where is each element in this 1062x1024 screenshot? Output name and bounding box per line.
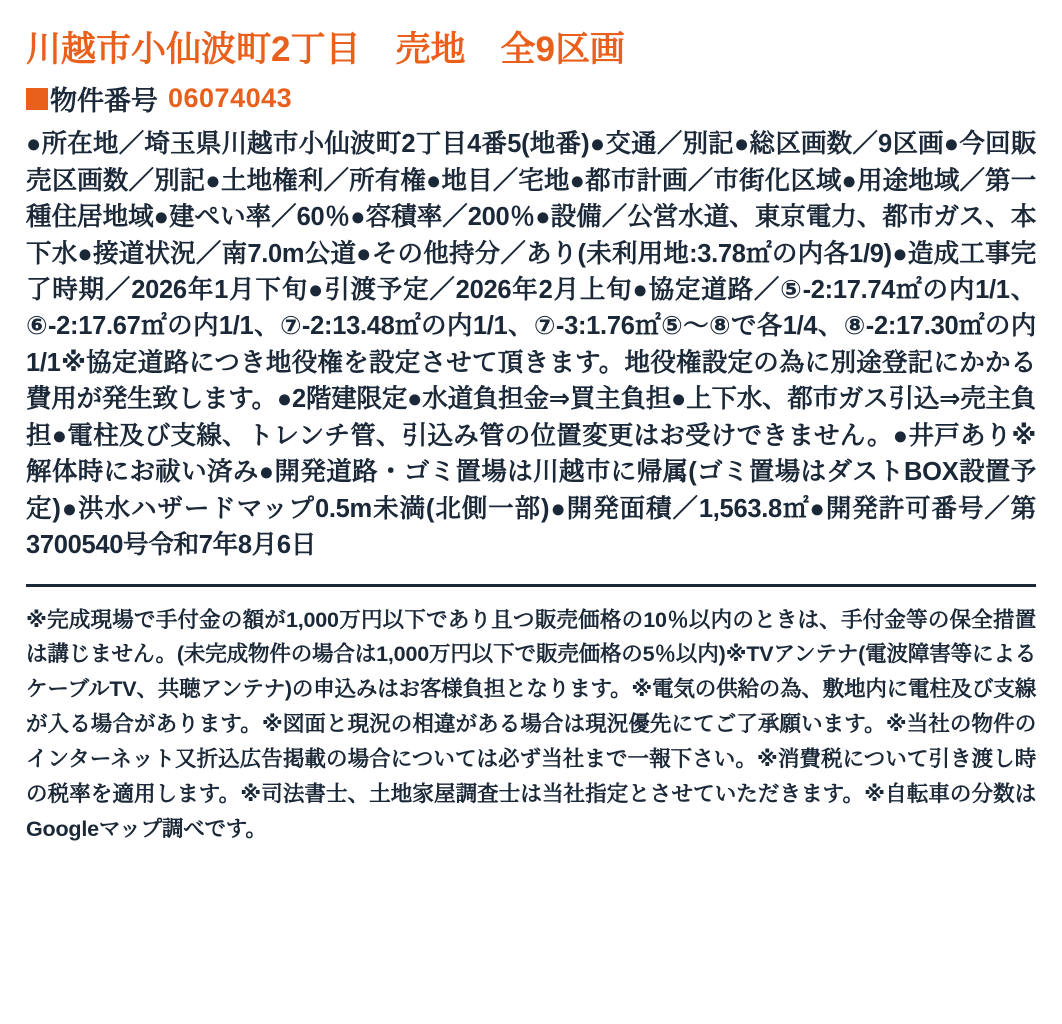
property-number-row [26,79,1036,118]
page-title: 川越市小仙波町2丁目 売地 全9区画 [26,30,625,69]
property-number-label: 物件番号 [50,86,158,117]
disclaimer-notes-text: ※完成現場で手付金の額が1,000万円以下であり且つ販売価格の10％以内のときは、手付金等の保全措置は講じません。(未完成物件の場合は1,000万円以下で販売価格の5％以内)※TVアンテナ(電波障害等によるケーブルTV、共聴アンテナ)の申込みはお客様負担となります。※電気の供給の為、敷地内に電柱及び支線が入る場合があります。※図面と現況の相違がある場合は現況優先にてご了承願います。※当社の物件のインターネット又折込広告掲載の場合については必ず当社まで一報下さい。※消費税について引き渡し時の税率を適用します。※司法書士、土地家屋調査士は当社指定とさせていただきます。※自転車の分数はGoogleマップ調べです。 [26,607,1036,841]
orange-square-bullet-icon [26,88,48,110]
property-specifications-text: ●所在地／埼玉県川越市小仙波町2丁目4番5(地番)●交通／別記●総区画数／9区画●今回販売区画数／別記●土地権利／所有権●地目／宅地●都市計画／市街化区域●用途地域／第一種住居地域●建ぺい率／60％●容積率／200％●設備／公営水道、東京電力、都市ガス、本下水●接道状況／南7.0m公道●その他持分／あり(未利用地:3.78㎡の内各1/9)●造成工事完了時期／2026年1月下旬●引渡予定／2026年2月上旬●協定道路／⑤-2:17.74㎡の内1/1、⑥-2:17.67㎡の内1/1、⑦-2:13.48㎡の内1/1、⑦-3:1.76㎡⑤〜⑧で各1/4、⑧-2:17.30㎡の内1/1※協定道路につき地役権を設定させて頂きます。地役権設定の為に別途登記にかかる費用が発生致します。●2階建限定●水道負担金⇒買主負担●上下水、都市ガス引込⇒売主負担●電柱及び支線、トレンチ管、引込み管の位置変更はお受けできません。●井戸あり※解体時にお祓い済み●開発道路・ゴミ置場は川越市に帰属(ゴミ置場はダストBOX設置予定)●洪水ハザードマップ0.5m未満(北側一部)●開発面積／1,563.8㎡●開発許可番号／第3700540号令和7年8月6日 [26,130,1036,560]
section-divider [26,584,1036,587]
property-number-value: 06074043 [168,83,293,114]
